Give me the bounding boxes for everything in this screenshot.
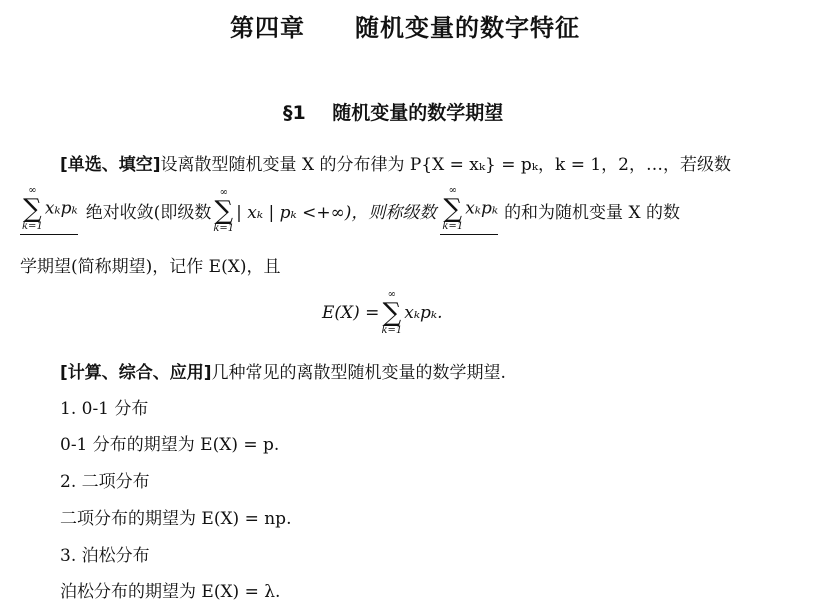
question-type-tag-2: [计算、综合、应用] (60, 363, 212, 383)
section-mark: §1 (283, 102, 306, 124)
item-2-heading: 2. 二项分布 (60, 472, 150, 492)
summation-1: ∞ ∑ k=1 (22, 185, 43, 232)
section-heading (283, 98, 503, 125)
item-3-heading: 3. 泊松分布 (60, 546, 150, 566)
summation-3: ∞ ∑ k=1 (442, 185, 464, 232)
definition-text-1: 设离散型随机变量 X 的分布律为 P{X = xₖ} = pₖ，k = 1，2，…，若级数 (160, 155, 731, 175)
summation-formula: ∞ ∑ k=1 (381, 289, 403, 336)
item-3-body: 泊松分布的期望为 E(X) = λ. (60, 582, 281, 602)
expectation-formula: E(X) = ∞ ∑ k=1 xₖpₖ. (322, 289, 443, 336)
summation-2: ∞ ∑ k=1 (213, 186, 235, 234)
chapter-title: 第四章 随机变量的数字特征 (230, 14, 580, 42)
question-type-tag: [单选、填空] (60, 155, 161, 175)
definition-line-1 (60, 150, 731, 175)
item-2-body: 二项分布的期望为 E(X) = np. (60, 509, 292, 529)
blank-answer-2: ∞ ∑ k=1 xₖpₖ (440, 186, 498, 235)
blank-answer-1: ∞ ∑ k=1 xₖpₖ (20, 186, 78, 235)
definition-line-2: ∞ ∑ k=1 xₖpₖ 绝对收敛(即级数 ∞ ∑ k=1 | xₖ | pₖ <+∞)，则称级数 ∞ ∑ k=1 xₖpₖ 的和为随机变量 X 的数 (22, 185, 680, 234)
definition-line-3: 学期望(简称期望)，记作 E(X)，且 (20, 257, 281, 277)
common-distributions-intro: [计算、综合、应用]几种常见的离散型随机变量的数学期望. (60, 363, 506, 383)
item-1-heading: 1. 0-1 分布 (60, 399, 149, 419)
item-1-body: 0-1 分布的期望为 E(X) = p. (60, 435, 280, 455)
section-title: 随机变量的数学期望 (332, 102, 504, 124)
